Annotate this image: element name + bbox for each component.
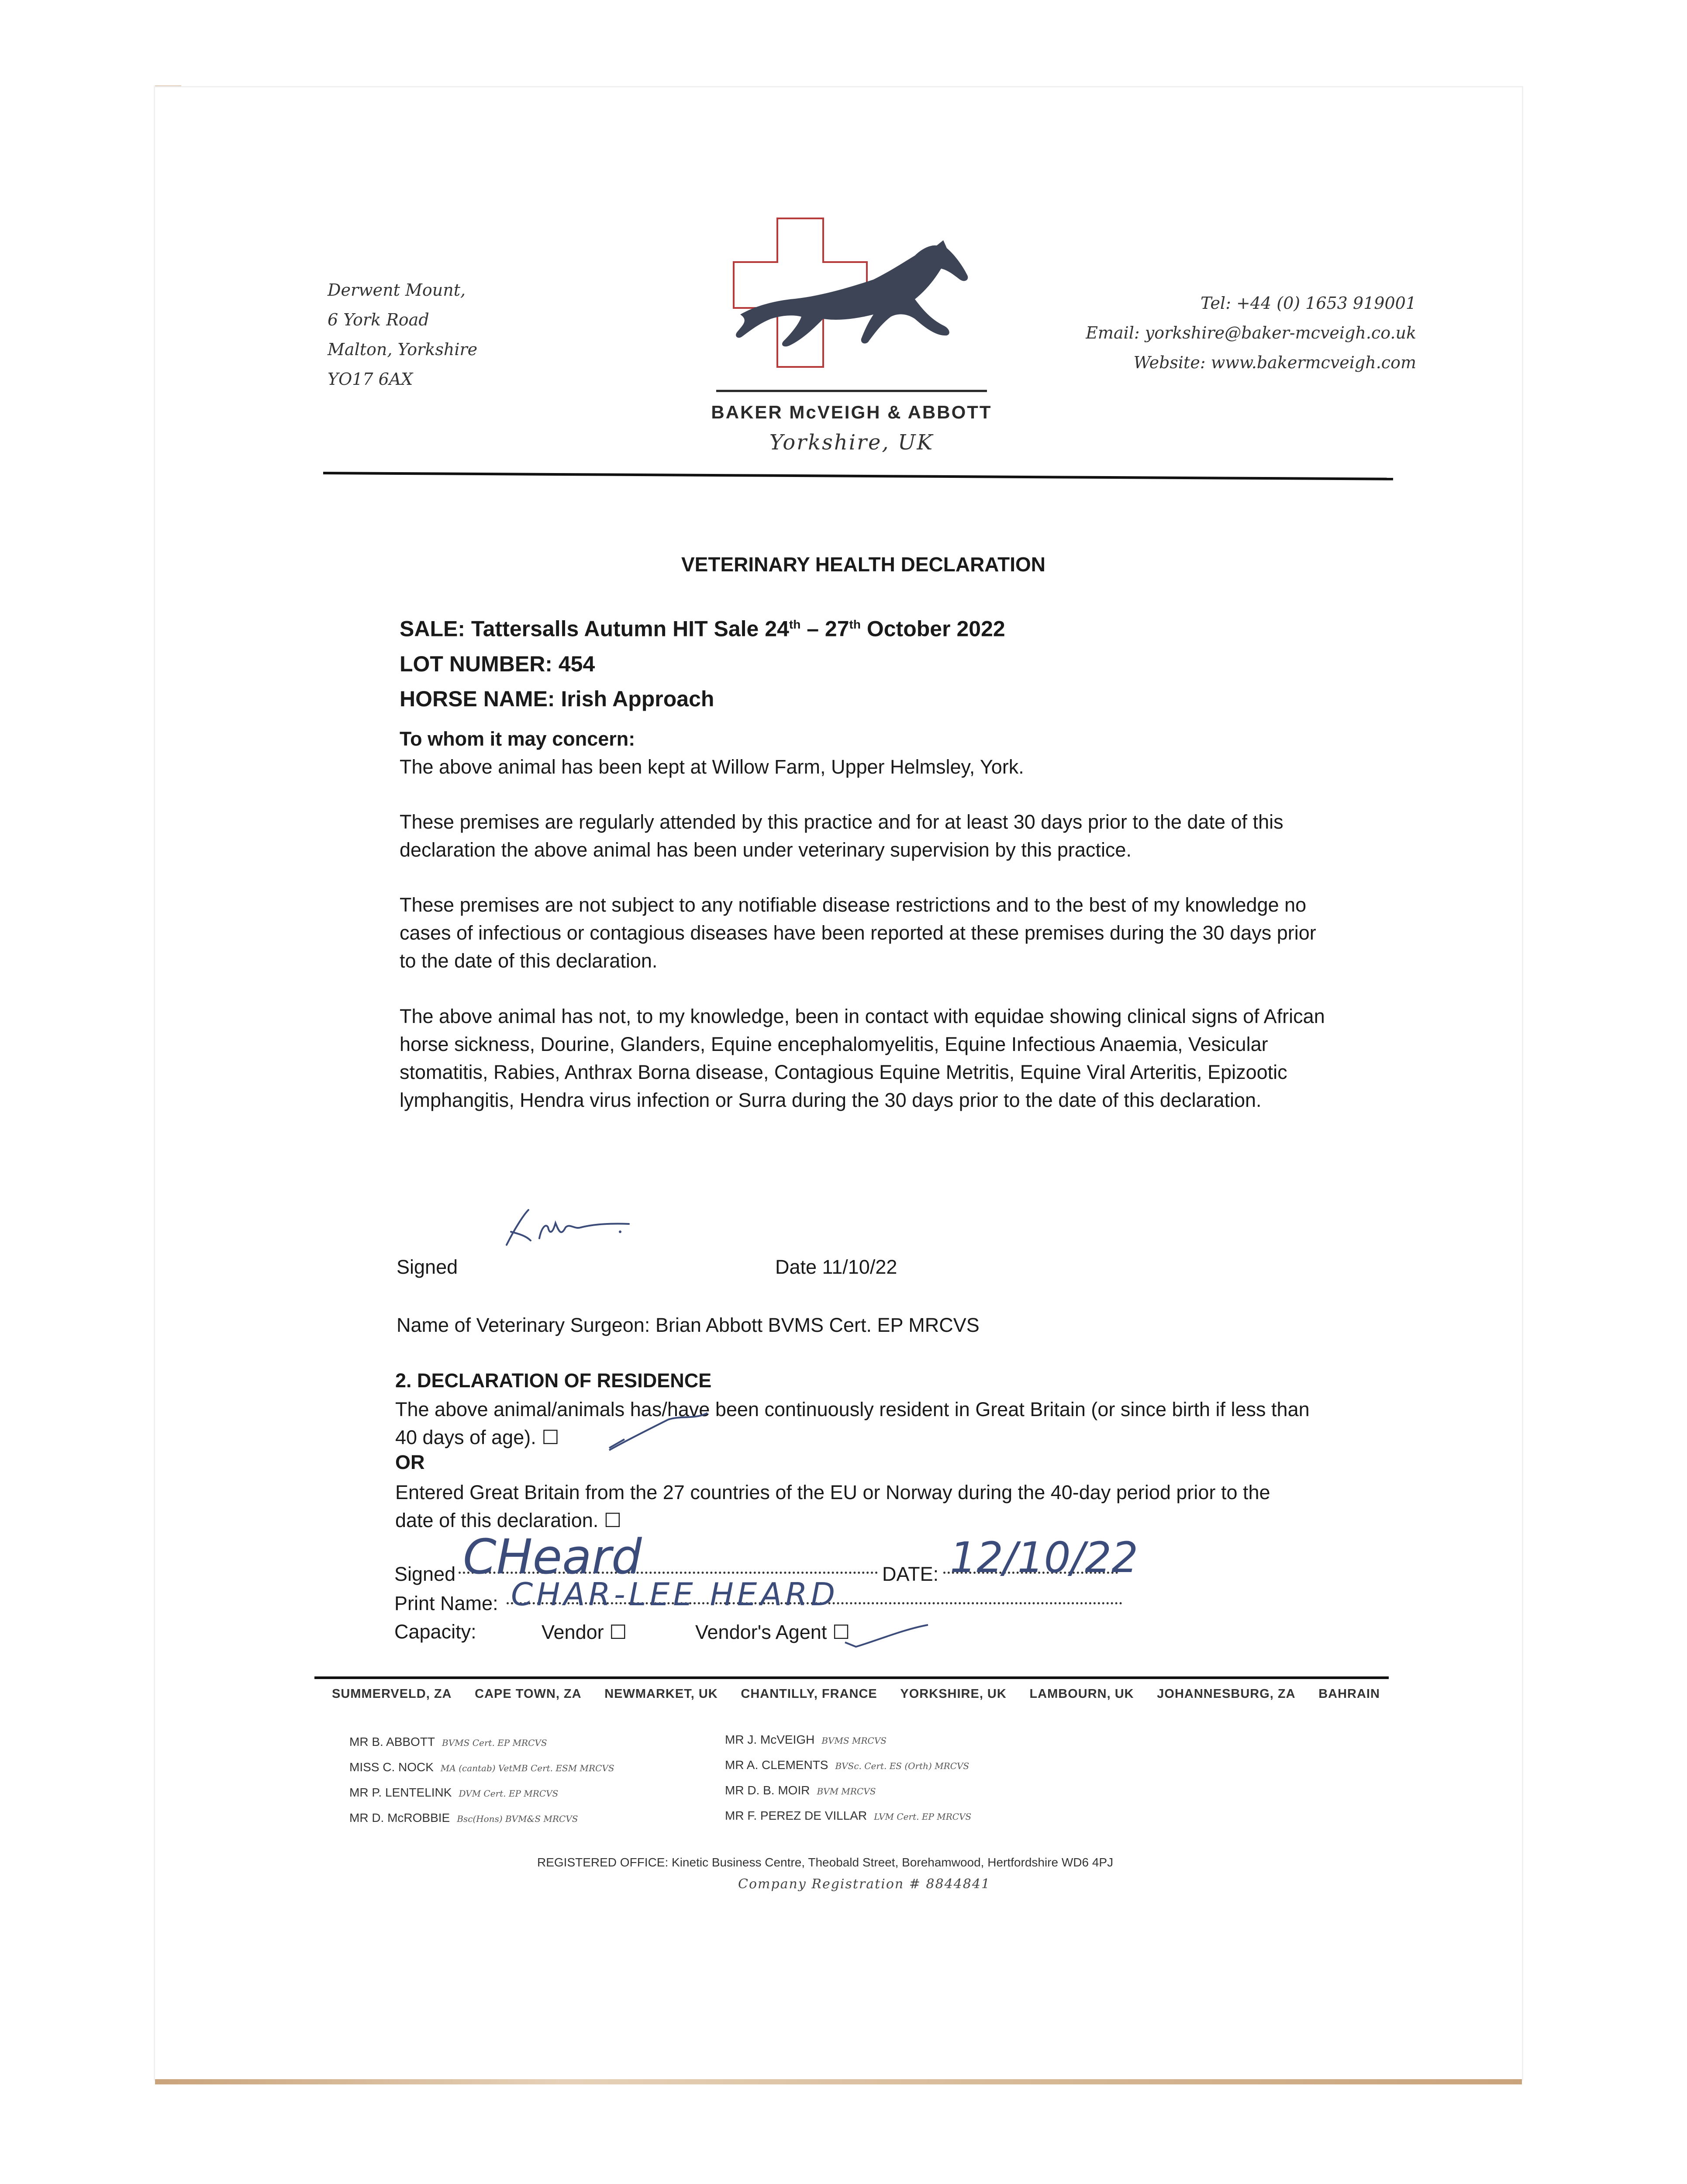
staff-entry: MR A. CLEMENTS BVSc. Cert. ES (Orth) MRCVS xyxy=(725,1758,969,1772)
company-location: Yorkshire, UK xyxy=(769,430,934,455)
address-line: Derwent Mount, xyxy=(328,280,466,300)
document-title: VETERINARY HEALTH DECLARATION xyxy=(681,553,1045,576)
print-name-label: Print Name: xyxy=(394,1592,498,1614)
phone-line: Tel: +44 (0) 1653 919001 xyxy=(1201,294,1416,313)
staff-entry: MR B. ABBOTT BVMS Cert. EP MRCVS xyxy=(349,1735,547,1749)
salutation: To whom it may concern: xyxy=(400,728,635,750)
practice-contact xyxy=(1086,288,1416,377)
intro xyxy=(400,725,1325,781)
vet-name: Name of Veterinary Surgeon: Brian Abbott BVMS Cert. EP MRCVS xyxy=(397,1314,980,1336)
sale-info xyxy=(400,607,1005,716)
paper-edge xyxy=(155,2079,1522,2084)
location: JOHANNESBURG, ZA xyxy=(1157,1687,1296,1701)
staff-entry: MR F. PEREZ DE VILLAR LVM Cert. EP MRCVS xyxy=(725,1809,972,1822)
staff-list-left xyxy=(349,1730,614,1831)
address-line: Malton, Yorkshire xyxy=(328,340,478,359)
residence-check-mark xyxy=(607,1411,712,1459)
date-value: 12/10/22 xyxy=(950,1533,1138,1582)
capacity-label: Capacity: xyxy=(394,1621,476,1643)
horse-name: HORSE NAME: Irish Approach xyxy=(400,686,714,711)
sale-line: SALE: Tattersalls Autumn HIT Sale 24th – 27th October 2022 xyxy=(400,616,1005,641)
location: BAHRAIN xyxy=(1318,1687,1380,1701)
paragraph: The above animal has been kept at Willow Farm, Upper Helmsley, York. xyxy=(400,756,1024,778)
website-line: Website: www.bakermcveigh.com xyxy=(1133,353,1416,372)
address-line: 6 York Road xyxy=(328,310,429,329)
lot-number: LOT NUMBER: 454 xyxy=(400,651,595,676)
signed-label: Signed xyxy=(394,1563,456,1585)
staff-entry: MISS C. NOCK MA (cantab) VetMB Cert. ESM MRCVS xyxy=(349,1760,614,1774)
location: CAPE TOWN, ZA xyxy=(475,1687,582,1701)
residence-heading: 2. DECLARATION OF RESIDENCE xyxy=(395,1369,712,1392)
company-name: BAKER McVEIGH & ABBOTT xyxy=(711,402,992,422)
address-line: YO17 6AX xyxy=(328,370,413,389)
company-logo xyxy=(716,214,987,397)
vendor-signature: CHeard xyxy=(463,1529,642,1585)
office-locations xyxy=(332,1687,1380,1701)
staff-entry: MR J. McVEIGH BVMS MRCVS xyxy=(725,1733,887,1746)
horse-silhouette xyxy=(736,240,968,346)
declaration-date: Date 11/10/22 xyxy=(775,1256,897,1278)
staff-entry: MR P. LENTELINK DVM Cert. EP MRCVS xyxy=(349,1786,559,1799)
paragraph: The above animal has not, to my knowledge, been in contact with equidae showing clinical signs of African horse sickness, Dourine, Glanders, Equine encephalomyelitis, Equine Infectious Anaemia, Vesicular stomatitis, Rabies, Anthrax Borna disease, Contagious Equine Metritis, Equine Viral Arteritis, Epizootic lymphangitis, Hendra virus infection or Surra during the 30 days prior to the date of this declaration. xyxy=(400,1005,1325,1111)
location: NEWMARKET, UK xyxy=(604,1687,718,1701)
date-label: DATE: xyxy=(882,1563,939,1585)
staff-entry: MR D. McROBBIE Bsc(Hons) BVM&S MRCVS xyxy=(349,1811,578,1825)
paragraph: These premises are regularly attended by this practice and for at least 30 days prior to the date of this declaration the above animal has been under veterinary supervision by this practice. xyxy=(400,811,1283,861)
agent-check-mark xyxy=(843,1616,930,1651)
location: CHANTILLY, FRANCE xyxy=(741,1687,877,1701)
email-line: Email: yorkshire@baker-mcveigh.co.uk xyxy=(1086,323,1416,342)
vendor-option: Vendor ☐ xyxy=(542,1621,627,1643)
entered-paragraph: Entered Great Britain from the 27 countries of the EU or Norway during the 40-day period prior to the date of this declaration. ☐ xyxy=(395,1481,1270,1531)
paragraph: These premises are not subject to any notifiable disease restrictions and to the best of my knowledge no cases of infectious or contagious diseases have been reported at these premises during the 30 days prior to the date of this declaration. xyxy=(400,894,1316,972)
signed-label: Signed xyxy=(397,1256,458,1278)
location: YORKSHIRE, UK xyxy=(900,1687,1007,1701)
company-registration: Company Registration # 8844841 xyxy=(738,1876,991,1892)
print-name-value: CHAR-LEE HEARD xyxy=(511,1576,839,1613)
location: LAMBOURN, UK xyxy=(1029,1687,1134,1701)
staff-list-right xyxy=(725,1728,971,1829)
residence-paragraph: The above animal/animals has/have been continuously resident in Great Britain (or since birth if less than 40 days of age). ☐ xyxy=(395,1398,1310,1448)
agent-option: Vendor's Agent ☐ xyxy=(695,1621,850,1643)
vet-signature xyxy=(498,1197,642,1254)
staff-entry: MR D. B. MOIR BVM MRCVS xyxy=(725,1783,876,1797)
location: SUMMERVELD, ZA xyxy=(332,1687,452,1701)
registered-office: REGISTERED OFFICE: Kinetic Business Centre, Theobald Street, Borehamwood, Hertfordshire WD6 4PJ xyxy=(537,1856,1114,1869)
or-label: OR xyxy=(395,1451,425,1473)
footer-divider xyxy=(314,1676,1389,1679)
practice-address xyxy=(328,275,477,394)
